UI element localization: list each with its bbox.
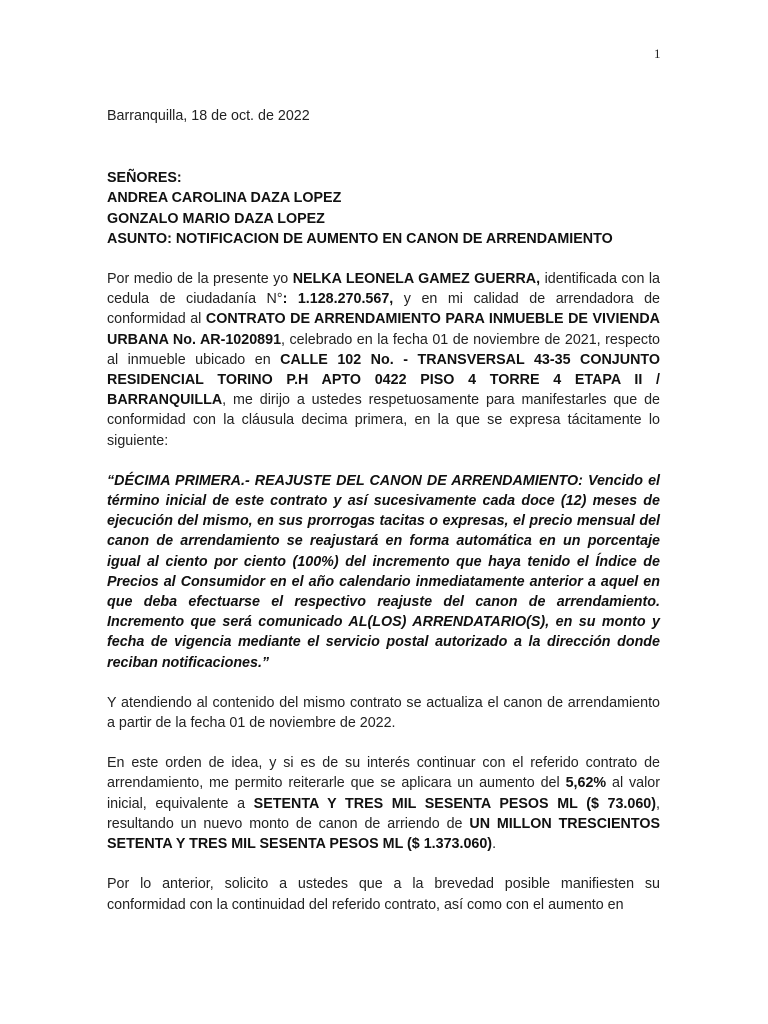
property-address: CALLE 102 No. - TRANSVERSAL 43-35 CONJUNTO RESIDENCIAL TORINO P.H APTO 0422 PISO 4 TORRE 4 ETAPA II / BARRANQUILLA [107, 351, 660, 409]
page-number: 1 [654, 46, 661, 61]
text-segment: identificada con la cedula de ciudadanía N° [107, 271, 660, 308]
text-segment: y en mi calidad de arrendadora de conformidad al [107, 291, 660, 328]
text-segment: al valor inicial, equivalente a [107, 775, 661, 812]
contract-name: CONTRATO DE ARRENDAMIENTO PARA INMUEBLE DE VIVIENDA URBANA No. AR-1020891 [107, 311, 661, 348]
paragraph-update: Y atendiendo al contenido del mismo contrato se actualiza el canon de arrendamiento a partir de la fecha 01 de noviembre de 2022. [107, 694, 660, 732]
text-segment: Por medio de la presente yo [107, 271, 293, 288]
new-rent-amount: UN MILLON TRESCIENTOS SETENTA Y TRES MIL SESENTA PESOS ML ($ 1.373.060) [107, 815, 660, 853]
recipients-block [107, 168, 660, 249]
recipient-name-2: GONZALO MARIO DAZA LOPEZ [107, 210, 325, 227]
subject-line: ASUNTO: NOTIFICACION DE AUMENTO EN CANON DE ARRENDAMIENTO [107, 230, 613, 247]
letter-body [107, 106, 660, 915]
text-segment: , me dirijo a ustedes respetuosamente para manifestarles que de conformidad con la cláusula decima primera, en la que se expresa tácitamente lo siguiente: [107, 392, 660, 449]
paragraph-increase [107, 753, 660, 854]
text-segment: , resultando un nuevo monto de canon de arriendo de [107, 795, 661, 832]
text-segment: , celebrado en la fecha 01 de noviembre de 2021, respecto al inmueble ubicado en [107, 331, 660, 368]
text-segment: En este orden de idea, y si es de su interés continuar con el referido contrato de arrendamiento, me permito reiterarle que se aplicara un aumento del [107, 755, 660, 792]
recipient-name-1: ANDREA CAROLINA DAZA LOPEZ [107, 190, 342, 207]
salutation: SEÑORES: [107, 170, 182, 187]
increase-amount: SETENTA Y TRES MIL SESENTA PESOS ML ($ 73.060) [253, 795, 657, 812]
id-number: : 1.128.270.567, [282, 291, 394, 308]
paragraph-request: Por lo anterior, solicito a ustedes que a la brevedad posible manifiesten su conformidad con la continuidad del referido contrato, así como con el aumento en [107, 876, 660, 913]
date-line: Barranquilla, 18 de oct. de 2022 [107, 108, 310, 124]
text-segment: . [492, 836, 497, 853]
paragraph-intro [107, 269, 660, 451]
lessor-name: NELKA LEONELA GAMEZ GUERRA, [292, 271, 541, 288]
increase-percent: 5,62% [565, 775, 607, 792]
contract-clause-quote: “DÉCIMA PRIMERA.- REAJUSTE DEL CANON DE ARRENDAMIENTO: Vencido el término inicial de este contrato y así sucesivamente cada doce (12) meses de ejecución del mismo, en sus prorrogas tacitas o expresas, el precio mensual del canon de arrendamiento se reajustará en forma automática en un porcentaje igual al ciento por ciento (100%) del incremento que haya tenido el Índice de Precios al Consumidor en el año calendario inmediatamente anterior a aquel en que deba efectuarse el respectivo reajuste del canon de arrendamiento. Incremento que será comunicado AL(LOS) ARRENDATARIO(S), en su monto y fecha de vigencia mediante el servicio postal autorizado a la dirección donde reciban notificaciones.” [107, 472, 660, 671]
